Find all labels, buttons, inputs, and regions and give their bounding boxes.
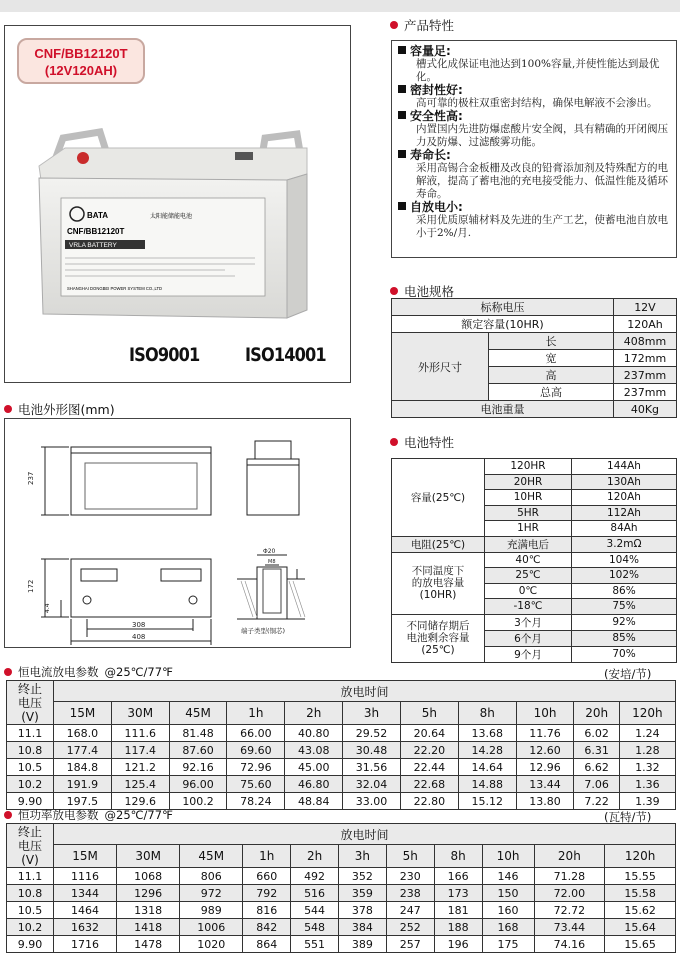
char-value: 86%	[572, 583, 677, 599]
table-cell: 32.04	[343, 776, 401, 793]
feature-item	[398, 84, 671, 110]
char-cond: 40℃	[485, 552, 572, 568]
voltage-header-text: (V)	[21, 709, 39, 724]
table-cell: 15.58	[605, 885, 676, 902]
table-cell: 146	[482, 868, 534, 885]
dimension-drawing-panel	[4, 418, 351, 648]
table-cell: 6.02	[574, 725, 619, 742]
table-cell: 1020	[180, 936, 243, 953]
char-label: 的放电容量	[411, 577, 465, 589]
char-value: 84Ah	[572, 521, 677, 537]
feature-text: 采用高锡合金板栅及改良的铅膏添加剂及特殊配方的电解液，提高了蓄电池的充电接受能力、低温性能及循环寿命。	[416, 162, 668, 200]
table-cell: 160	[482, 902, 534, 919]
char-value: 104%	[572, 552, 677, 568]
table-cell: 1478	[117, 936, 180, 953]
table-cell: 96.00	[169, 776, 227, 793]
bullet-dot-icon	[390, 21, 398, 29]
table-cell: 10.2	[7, 776, 54, 793]
spec-label: 电池重量	[392, 401, 614, 418]
char-cond: -18℃	[485, 599, 572, 615]
table-cell: 1116	[54, 868, 117, 885]
char-cond: 9个月	[485, 646, 572, 662]
char-value: 85%	[572, 630, 677, 646]
char-cond: 20HR	[485, 474, 572, 490]
table-cell: 33.00	[343, 793, 401, 810]
time-column-header: 20h	[574, 702, 619, 725]
table-cell: 191.9	[54, 776, 112, 793]
table-cell: 45.00	[285, 759, 343, 776]
table-cell: 72.00	[534, 885, 605, 902]
current-table-cond: @25℃/77℉	[104, 665, 174, 679]
table-cell: 117.4	[111, 742, 169, 759]
table-cell: 125.4	[111, 776, 169, 793]
characteristics-table	[391, 458, 677, 663]
table-cell: 168.0	[54, 725, 112, 742]
feature-heading: 密封性好:	[410, 83, 463, 97]
table-cell: 1.32	[619, 759, 675, 776]
table-cell: 660	[243, 868, 291, 885]
table-cell: 359	[339, 885, 387, 902]
product-photo-panel	[4, 25, 351, 383]
dim-label-m8: M8	[268, 559, 276, 565]
char-label: 电阻(25℃)	[392, 536, 485, 552]
bullet-dot-icon	[4, 811, 12, 819]
char-label: (25℃)	[421, 644, 455, 656]
table-cell: 74.16	[534, 936, 605, 953]
temp-label-cell	[392, 552, 485, 614]
table-cell: 816	[243, 902, 291, 919]
spec-label: 长	[489, 333, 614, 350]
terminal-caption: 端子类型(铜芯)	[241, 627, 286, 635]
table-cell: 14.64	[458, 759, 516, 776]
table-cell: 177.4	[54, 742, 112, 759]
label-cn: 太阳能储能电池	[150, 213, 193, 220]
power-table-heading	[4, 807, 173, 823]
table-cell: 10.8	[7, 885, 54, 902]
spec-value: 408mm	[613, 333, 676, 350]
dim-label-237: 237	[27, 471, 35, 485]
time-column-header: 30M	[111, 702, 169, 725]
battery-image	[25, 118, 315, 328]
table-cell: 30.48	[343, 742, 401, 759]
feature-text: 采用优质原辅材料及先进的生产工艺，使蓄电池自放电小于2%/月.	[416, 214, 668, 239]
time-column-header: 2h	[285, 702, 343, 725]
model-spec: (12V120AH)	[44, 63, 118, 78]
time-column-header: 8h	[458, 702, 516, 725]
table-cell: 247	[386, 902, 434, 919]
table-cell: 181	[434, 902, 482, 919]
table-cell: 184.8	[54, 759, 112, 776]
table-cell: 48.84	[285, 793, 343, 810]
char-cond: 25℃	[485, 568, 572, 584]
voltage-header-text: (V)	[21, 852, 39, 867]
table-cell: 100.2	[169, 793, 227, 810]
feature-text: 内置国内先进防爆虑酸片安全阀，具有精确的开闭阀压力及防爆、过滤酸雾功能。	[416, 123, 668, 148]
table-row	[7, 902, 676, 919]
table-cell: 1632	[54, 919, 117, 936]
char-value: 92%	[572, 614, 677, 630]
current-table-unit: (安培/节)	[604, 667, 652, 681]
table-cell: 66.00	[227, 725, 285, 742]
dim-label-308: 308	[132, 621, 146, 629]
char-heading	[390, 433, 454, 451]
table-cell: 15.62	[605, 902, 676, 919]
char-cond: 10HR	[485, 490, 572, 506]
bullet-dot-icon	[4, 668, 12, 676]
table-cell: 13.68	[458, 725, 516, 742]
dim-label-44: 4.4	[44, 603, 51, 613]
top-banner	[0, 0, 680, 12]
table-cell: 238	[386, 885, 434, 902]
table-cell: 121.2	[111, 759, 169, 776]
char-value: 102%	[572, 568, 677, 584]
char-value: 120Ah	[572, 490, 677, 506]
bullet-dot-icon	[390, 287, 398, 295]
table-cell: 1716	[54, 936, 117, 953]
char-value: 3.2mΩ	[572, 536, 677, 552]
spec-label: 宽	[489, 350, 614, 367]
label-type: VRLA BATTERY	[69, 242, 117, 249]
power-discharge-table	[6, 823, 676, 953]
char-title: 电池特性	[404, 435, 455, 450]
model-badge	[17, 38, 145, 84]
char-label: 电池剩余容量	[406, 632, 470, 644]
table-cell: 1068	[117, 868, 180, 885]
table-cell: 11.1	[7, 725, 54, 742]
table-cell: 40.80	[285, 725, 343, 742]
char-cond: 5HR	[485, 505, 572, 521]
table-row	[7, 885, 676, 902]
table-cell: 989	[180, 902, 243, 919]
current-discharge-table	[6, 680, 676, 810]
char-label: 容量(25℃)	[392, 459, 485, 537]
feature-item	[398, 201, 671, 240]
table-cell: 150	[482, 885, 534, 902]
table-cell: 11.76	[516, 725, 574, 742]
table-cell: 92.16	[169, 759, 227, 776]
time-column-header: 10h	[482, 845, 534, 868]
table-cell: 1296	[117, 885, 180, 902]
table-cell: 6.31	[574, 742, 619, 759]
square-bullet-icon	[398, 85, 406, 93]
battery-side	[287, 174, 307, 318]
table-cell: 14.28	[458, 742, 516, 759]
table-cell: 864	[243, 936, 291, 953]
table-cell: 1006	[180, 919, 243, 936]
table-cell: 842	[243, 919, 291, 936]
table-cell: 72.96	[227, 759, 285, 776]
table-cell: 352	[339, 868, 387, 885]
bullet-dot-icon	[4, 405, 12, 413]
terminal-circle-icon	[83, 596, 91, 604]
time-column-header: 1h	[243, 845, 291, 868]
table-row	[7, 936, 676, 953]
table-cell: 544	[291, 902, 339, 919]
table-cell: 548	[291, 919, 339, 936]
time-column-header: 5h	[386, 845, 434, 868]
time-column-header: 15M	[54, 702, 112, 725]
time-column-header: 120h	[619, 702, 675, 725]
char-value: 75%	[572, 599, 677, 615]
char-value: 144Ah	[572, 459, 677, 475]
table-cell: 230	[386, 868, 434, 885]
current-table-title: 恒电流放电参数	[18, 665, 99, 679]
dim-label-20: Φ20	[263, 548, 276, 555]
char-value: 112Ah	[572, 505, 677, 521]
feature-heading: 安全性高:	[410, 109, 463, 123]
table-cell: 1318	[117, 902, 180, 919]
discharge-time-header: 放电时间	[54, 824, 676, 845]
table-cell: 1464	[54, 902, 117, 919]
table-cell: 792	[243, 885, 291, 902]
table-cell: 15.12	[458, 793, 516, 810]
bullet-dot-icon	[390, 438, 398, 446]
spec-value: 120Ah	[613, 316, 676, 333]
table-cell: 7.22	[574, 793, 619, 810]
table-cell: 7.06	[574, 776, 619, 793]
table-cell: 71.28	[534, 868, 605, 885]
power-table-cond: @25℃/77℉	[104, 808, 174, 822]
table-cell: 196	[434, 936, 482, 953]
table-cell: 20.64	[400, 725, 458, 742]
label-maker: SHANGHAI DONGBEI POWER SYSTEM CO.,LTD	[67, 286, 163, 291]
voltage-header-text: 电压	[17, 838, 42, 853]
table-cell: 22.80	[400, 793, 458, 810]
spec-label: 标称电压	[392, 299, 614, 316]
time-column-header: 45M	[180, 845, 243, 868]
time-column-header: 20h	[534, 845, 605, 868]
spec-value: 40Kg	[613, 401, 676, 418]
char-label: (10HR)	[419, 589, 457, 601]
char-value: 70%	[572, 646, 677, 662]
label-model: CNF/BB12120T	[67, 227, 125, 236]
time-column-header: 2h	[291, 845, 339, 868]
table-cell: 516	[291, 885, 339, 902]
table-cell: 78.24	[227, 793, 285, 810]
spec-label: 总高	[489, 384, 614, 401]
table-row	[7, 759, 676, 776]
table-cell: 551	[291, 936, 339, 953]
table-cell: 22.44	[400, 759, 458, 776]
char-cond: 1HR	[485, 521, 572, 537]
table-row	[7, 742, 676, 759]
table-cell: 9.90	[7, 936, 54, 953]
time-column-header: 3h	[343, 702, 401, 725]
side-view	[247, 459, 299, 515]
char-cond: 6个月	[485, 630, 572, 646]
time-column-header: 45M	[169, 702, 227, 725]
char-value: 130Ah	[572, 474, 677, 490]
table-cell: 14.88	[458, 776, 516, 793]
char-label: 不同温度下	[411, 565, 465, 577]
table-cell: 173	[434, 885, 482, 902]
feature-item	[398, 110, 671, 149]
char-cond: 充满电后	[485, 536, 572, 552]
table-cell: 46.80	[285, 776, 343, 793]
table-cell: 1.39	[619, 793, 675, 810]
power-table-title: 恒功率放电参数	[18, 808, 99, 822]
terminal-circle-icon	[189, 596, 197, 604]
table-cell: 73.44	[534, 919, 605, 936]
dim-label-172: 172	[27, 579, 35, 593]
table-row	[7, 868, 676, 885]
time-column-header: 5h	[400, 702, 458, 725]
table-cell: 15.55	[605, 868, 676, 885]
front-view	[71, 447, 211, 515]
table-cell: 43.08	[285, 742, 343, 759]
spec-value: 172mm	[613, 350, 676, 367]
table-row	[7, 919, 676, 936]
time-column-header: 120h	[605, 845, 676, 868]
model-name: CNF/BB12120T	[34, 46, 128, 61]
table-cell: 15.65	[605, 936, 676, 953]
current-table-heading	[4, 664, 173, 680]
table-cell: 29.52	[343, 725, 401, 742]
discharge-time-header: 放电时间	[54, 681, 676, 702]
spec-table	[391, 298, 677, 418]
battery-lid	[39, 148, 307, 180]
time-column-header: 8h	[434, 845, 482, 868]
table-cell: 972	[180, 885, 243, 902]
table-cell: 10.2	[7, 919, 54, 936]
iso9001-mark: ISO9001	[129, 344, 200, 366]
spec-title: 电池规格	[404, 284, 455, 299]
table-cell: 10.5	[7, 902, 54, 919]
table-cell: 6.62	[574, 759, 619, 776]
char-cond: 3个月	[485, 614, 572, 630]
square-bullet-icon	[398, 150, 406, 158]
table-cell: 188	[434, 919, 482, 936]
table-cell: 257	[386, 936, 434, 953]
char-cond: 0℃	[485, 583, 572, 599]
table-cell: 11.1	[7, 868, 54, 885]
table-cell: 175	[482, 936, 534, 953]
spec-value: 12V	[613, 299, 676, 316]
table-cell: 1.28	[619, 742, 675, 759]
drawing-heading	[4, 400, 115, 418]
table-cell: 12.60	[516, 742, 574, 759]
table-cell: 1.36	[619, 776, 675, 793]
square-bullet-icon	[398, 111, 406, 119]
table-cell: 129.6	[111, 793, 169, 810]
char-label: 不同储存期后	[406, 620, 470, 632]
table-cell: 13.80	[516, 793, 574, 810]
voltage-header-text: 电压	[17, 695, 42, 710]
table-cell: 72.72	[534, 902, 605, 919]
feature-heading: 寿命长:	[410, 148, 451, 162]
table-cell: 22.20	[400, 742, 458, 759]
square-bullet-icon	[398, 46, 406, 54]
spec-label: 外形尺寸	[392, 333, 489, 401]
feature-heading: 自放电小:	[410, 200, 463, 214]
spec-label: 额定容量(10HR)	[392, 316, 614, 333]
table-cell: 31.56	[343, 759, 401, 776]
time-column-header: 3h	[339, 845, 387, 868]
feature-heading: 容量足:	[410, 44, 451, 58]
iso14001-mark: ISO14001	[245, 344, 326, 366]
features-title: 产品特性	[404, 18, 455, 33]
square-bullet-icon	[398, 202, 406, 210]
table-cell: 10.8	[7, 742, 54, 759]
table-cell: 197.5	[54, 793, 112, 810]
time-column-header: 30M	[117, 845, 180, 868]
storage-label-cell	[392, 614, 485, 662]
table-row	[7, 725, 676, 742]
spec-label: 高	[489, 367, 614, 384]
table-cell: 13.44	[516, 776, 574, 793]
table-cell: 87.60	[169, 742, 227, 759]
time-column-header: 1h	[227, 702, 285, 725]
features-panel	[391, 40, 677, 258]
positive-terminal	[77, 152, 89, 164]
label-brand: BATA	[87, 211, 109, 220]
table-cell: 15.64	[605, 919, 676, 936]
time-column-header: 15M	[54, 845, 117, 868]
char-cond: 120HR	[485, 459, 572, 475]
top-view	[71, 559, 211, 617]
feature-item	[398, 149, 671, 201]
feature-text: 高可靠的极柱双重密封结构，确保电解液不会渗出。	[416, 97, 658, 109]
table-cell: 492	[291, 868, 339, 885]
table-cell: 111.6	[111, 725, 169, 742]
table-cell: 252	[386, 919, 434, 936]
spec-value: 237mm	[613, 367, 676, 384]
table-cell: 10.5	[7, 759, 54, 776]
table-cell: 389	[339, 936, 387, 953]
table-cell: 384	[339, 919, 387, 936]
table-cell: 168	[482, 919, 534, 936]
table-cell: 75.60	[227, 776, 285, 793]
time-column-header: 10h	[516, 702, 574, 725]
negative-terminal	[235, 152, 253, 160]
power-table-unit: (瓦特/节)	[604, 810, 652, 824]
drawing-title: 电池外形图(mm)	[18, 402, 115, 417]
feature-item	[398, 45, 671, 84]
features-heading	[390, 16, 454, 34]
voltage-header-text: 终止	[17, 824, 42, 839]
table-cell: 22.68	[400, 776, 458, 793]
table-cell: 12.96	[516, 759, 574, 776]
table-cell: 1344	[54, 885, 117, 902]
table-cell: 1.24	[619, 725, 675, 742]
table-cell: 378	[339, 902, 387, 919]
table-cell: 166	[434, 868, 482, 885]
feature-text: 槽式化成保证电池达到100%容量,并使性能达到最优化。	[416, 58, 660, 83]
voltage-header-text: 终止	[17, 681, 42, 696]
table-cell: 1418	[117, 919, 180, 936]
table-cell: 806	[180, 868, 243, 885]
table-row	[7, 776, 676, 793]
table-cell: 81.48	[169, 725, 227, 742]
voltage-header	[7, 681, 54, 725]
spec-value: 237mm	[613, 384, 676, 401]
table-cell: 69.60	[227, 742, 285, 759]
table-cell: 9.90	[7, 793, 54, 810]
terminal-detail	[257, 567, 287, 619]
dim-label-408: 408	[132, 633, 146, 641]
voltage-header	[7, 824, 54, 868]
dimension-drawing	[5, 419, 350, 647]
